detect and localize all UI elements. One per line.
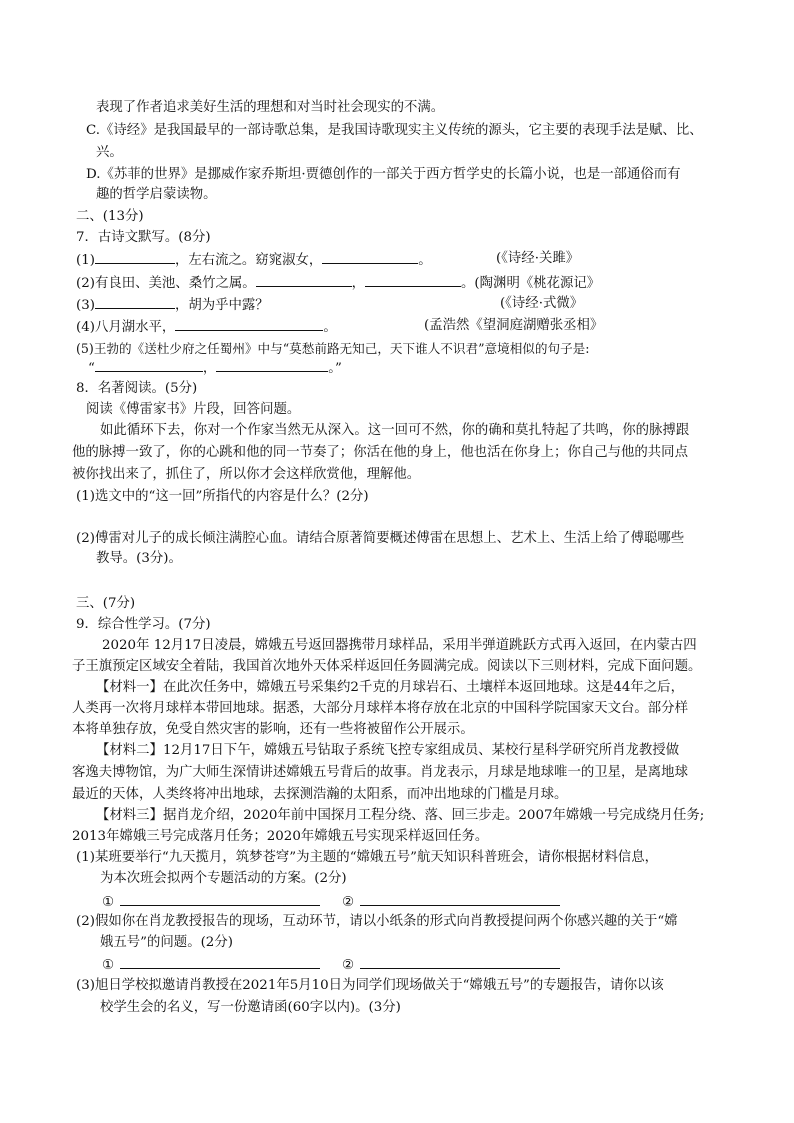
q8-passage-line1: 如此循环下去，你对一个作家当然无从深入。这一回可不然，你的确和莫扎特起了共鸣，你的脉搏跟: [100, 423, 690, 438]
q7-item-4-end: 。: [323, 320, 337, 335]
q8-title: 8．名著阅读。(5分): [76, 381, 198, 396]
q8-intro: 阅读《傅雷家书》片段，回答问题。: [86, 402, 301, 417]
q7-item-5-close-quote: 。”: [328, 361, 342, 376]
q7-item-2-source: 。(陶渊明《桃花源记》: [461, 276, 601, 291]
q7-item-2: [76, 272, 600, 294]
q7-item-2-sep: ，: [351, 276, 366, 291]
answer-blank[interactable]: [95, 249, 175, 264]
q8-passage-line2: 他的脉搏一致了，你的心跳和他的同一节奏了；你活在他的身上，他也活在你身上；你自己与他的共同点: [72, 445, 688, 460]
answer-blank[interactable]: [175, 316, 323, 331]
q9-sub-3-line2: 校学生会的名义，写一份邀请函(60字以内)。(3分): [100, 1000, 401, 1015]
q7-item-5-open-quote: “: [88, 361, 95, 376]
q7-item-5-sep: ，: [202, 361, 217, 376]
q9-intro-line1: 2020年 12月17日凌晨，嫦娥五号返回器携带月球样品，采用半弹道跳跃方式再入返回，在内蒙古四: [102, 638, 697, 653]
answer-blank[interactable]: [360, 954, 560, 969]
q7-item-4-text: (4)八月湖水平，: [76, 320, 176, 335]
q9-title: 9．综合性学习。(7分): [76, 617, 211, 632]
q7-item-5-answer: [88, 357, 342, 379]
q8-sub-1: (1)选文中的“这一回”所指代的内容是什么？(2分): [76, 489, 369, 504]
q7-item-4: [76, 316, 337, 338]
q9-material-2-line1: 【材料二】12月17日下午，嫦娥五号钻取子系统飞控专家组成员、某校行星科学研究所肖龙教授做: [96, 743, 680, 758]
option-b-tail: 表现了作者追求美好生活的理想和对当时社会现实的不满。: [96, 100, 445, 115]
q9-intro-line2: 子王旗预定区域安全着陆，我国首次地外天体采样返回任务圆满完成。阅读以下三则材料，完成下面问题。: [72, 659, 702, 674]
q9-sub-1-line1: (1)某班要举行“九天揽月，筑梦苍穹”为主题的“嫦娥五号”航天知识科普班会，请你根据材料信息，: [76, 850, 658, 865]
q9-sub-1-line2: 为本次班会拟两个专题活动的方案。(2分): [100, 871, 347, 886]
option-c-line2: 兴。: [96, 145, 123, 160]
answer-marker-1: ①: [102, 895, 115, 910]
option-d-line2: 趣的哲学启蒙读物。: [96, 187, 217, 202]
q9-sub-3-line1: (3)旭日学校拟邀请肖教授在2021年5月10日为同学们现场做关于“嫦娥五号”的专题报告，请你以该: [76, 978, 664, 993]
answer-blank[interactable]: [95, 294, 175, 309]
q9-sub-2-line1: (2)假如你在肖龙教授报告的现场，互动环节，请以小纸条的形式向肖教授提问两个你感兴趣的关于“嫦: [76, 914, 678, 929]
q9-sub-1-answers: [102, 891, 560, 913]
q8-sub-2-line2: 教导。(3分)。: [96, 551, 182, 566]
answer-marker-2: ②: [342, 895, 355, 910]
section-3-heading: 三、(7分): [76, 596, 136, 611]
q9-material-2-line2: 客逸夫博物馆，为广大师生深情讲述嫦娥五号背后的故事。肖龙表示，月球是地球唯一的卫星，是离地球: [72, 765, 688, 780]
answer-blank[interactable]: [365, 272, 461, 287]
answer-blank[interactable]: [322, 249, 418, 264]
q7-item-5-line1: (5)王勃的《送杜少府之任蜀州》中与“莫愁前路无知己，天下谁人不识君”意境相似的句子是:: [76, 341, 590, 356]
option-c-line1: C.《诗经》是我国最早的一部诗歌总集，是我国诗歌现实主义传统的源头，它主要的表现手法是赋、比、: [86, 123, 703, 138]
q7-item-1-source: (《诗经·关雎》: [496, 251, 580, 266]
q8-passage-line3: 被你找出来了，抓住了，所以你才会这样欣赏他，理解他。: [72, 467, 421, 482]
q7-item-3-number: (3): [76, 298, 95, 313]
q7-item-1-text: ，左右流之。窈窕淑女，: [174, 253, 323, 268]
q7-item-2-text: (2)有良田、美池、桑竹之属。: [76, 276, 256, 291]
answer-blank[interactable]: [120, 954, 320, 969]
answer-blank[interactable]: [256, 272, 352, 287]
section-2-heading: 二、(13分): [76, 209, 144, 224]
answer-blank[interactable]: [216, 357, 328, 372]
q7-item-3-source: (《诗经·式微》: [500, 296, 584, 311]
answer-blank[interactable]: [120, 891, 320, 906]
q9-sub-2-answers: [102, 954, 560, 976]
q7-item-1: [76, 249, 432, 271]
q7-item-1-end: 。: [418, 253, 432, 268]
q9-material-1-line1: 【材料一】在此次任务中，嫦娥五号采集约2千克的月球岩石、土壤样本返回地球。这是44年之后，: [96, 680, 684, 695]
q7-item-1-number: (1): [76, 253, 95, 268]
q9-material-1-line3: 本将单独存放，免受自然灾害的影响，还有一些将被留作公开展示。: [72, 722, 474, 737]
q9-material-2-line3: 最近的天体，人类终将冲出地球，去探测浩瀚的太阳系，而冲出地球的门槛是月球。: [72, 787, 568, 802]
q7-item-3-text: ，胡为乎中露？: [174, 298, 269, 313]
option-d-line1: D.《苏菲的世界》是挪威作家乔斯坦·贾德创作的一部关于西方哲学史的长篇小说，也是一部通俗而有: [86, 167, 681, 182]
answer-marker-2: ②: [342, 958, 355, 973]
q9-material-3-line1: 【材料三】据肖龙介绍，2020年前中国探月工程分绕、落、回三步走。2007年嫦娥一号完成绕月任务;: [96, 808, 705, 823]
answer-blank[interactable]: [360, 891, 560, 906]
q7-item-4-source: (孟浩然《望洞庭湖赠张丞相》: [424, 318, 604, 333]
q9-material-3-line2: 2013年嫦娥三号完成落月任务；2020年嫦娥五号实现采样返回任务。: [72, 829, 489, 844]
answer-marker-1: ①: [102, 958, 115, 973]
q9-material-1-line2: 人类再一次将月球样本带回地球。据悉，大部分月球样本将存放在北京的中国科学院国家天文台。部分样: [72, 701, 688, 716]
answer-blank[interactable]: [95, 357, 203, 372]
q9-sub-2-line2: 娥五号”的问题。(2分): [100, 935, 233, 950]
q7-title: 7．古诗文默写。(8分): [76, 230, 211, 245]
q7-item-3: [76, 294, 269, 316]
q8-sub-2-line1: (2)傅雷对儿子的成长倾注满腔心血。请结合原著简要概述傅雷在思想上、艺术上、生活上给了傅聪哪些: [76, 531, 685, 546]
